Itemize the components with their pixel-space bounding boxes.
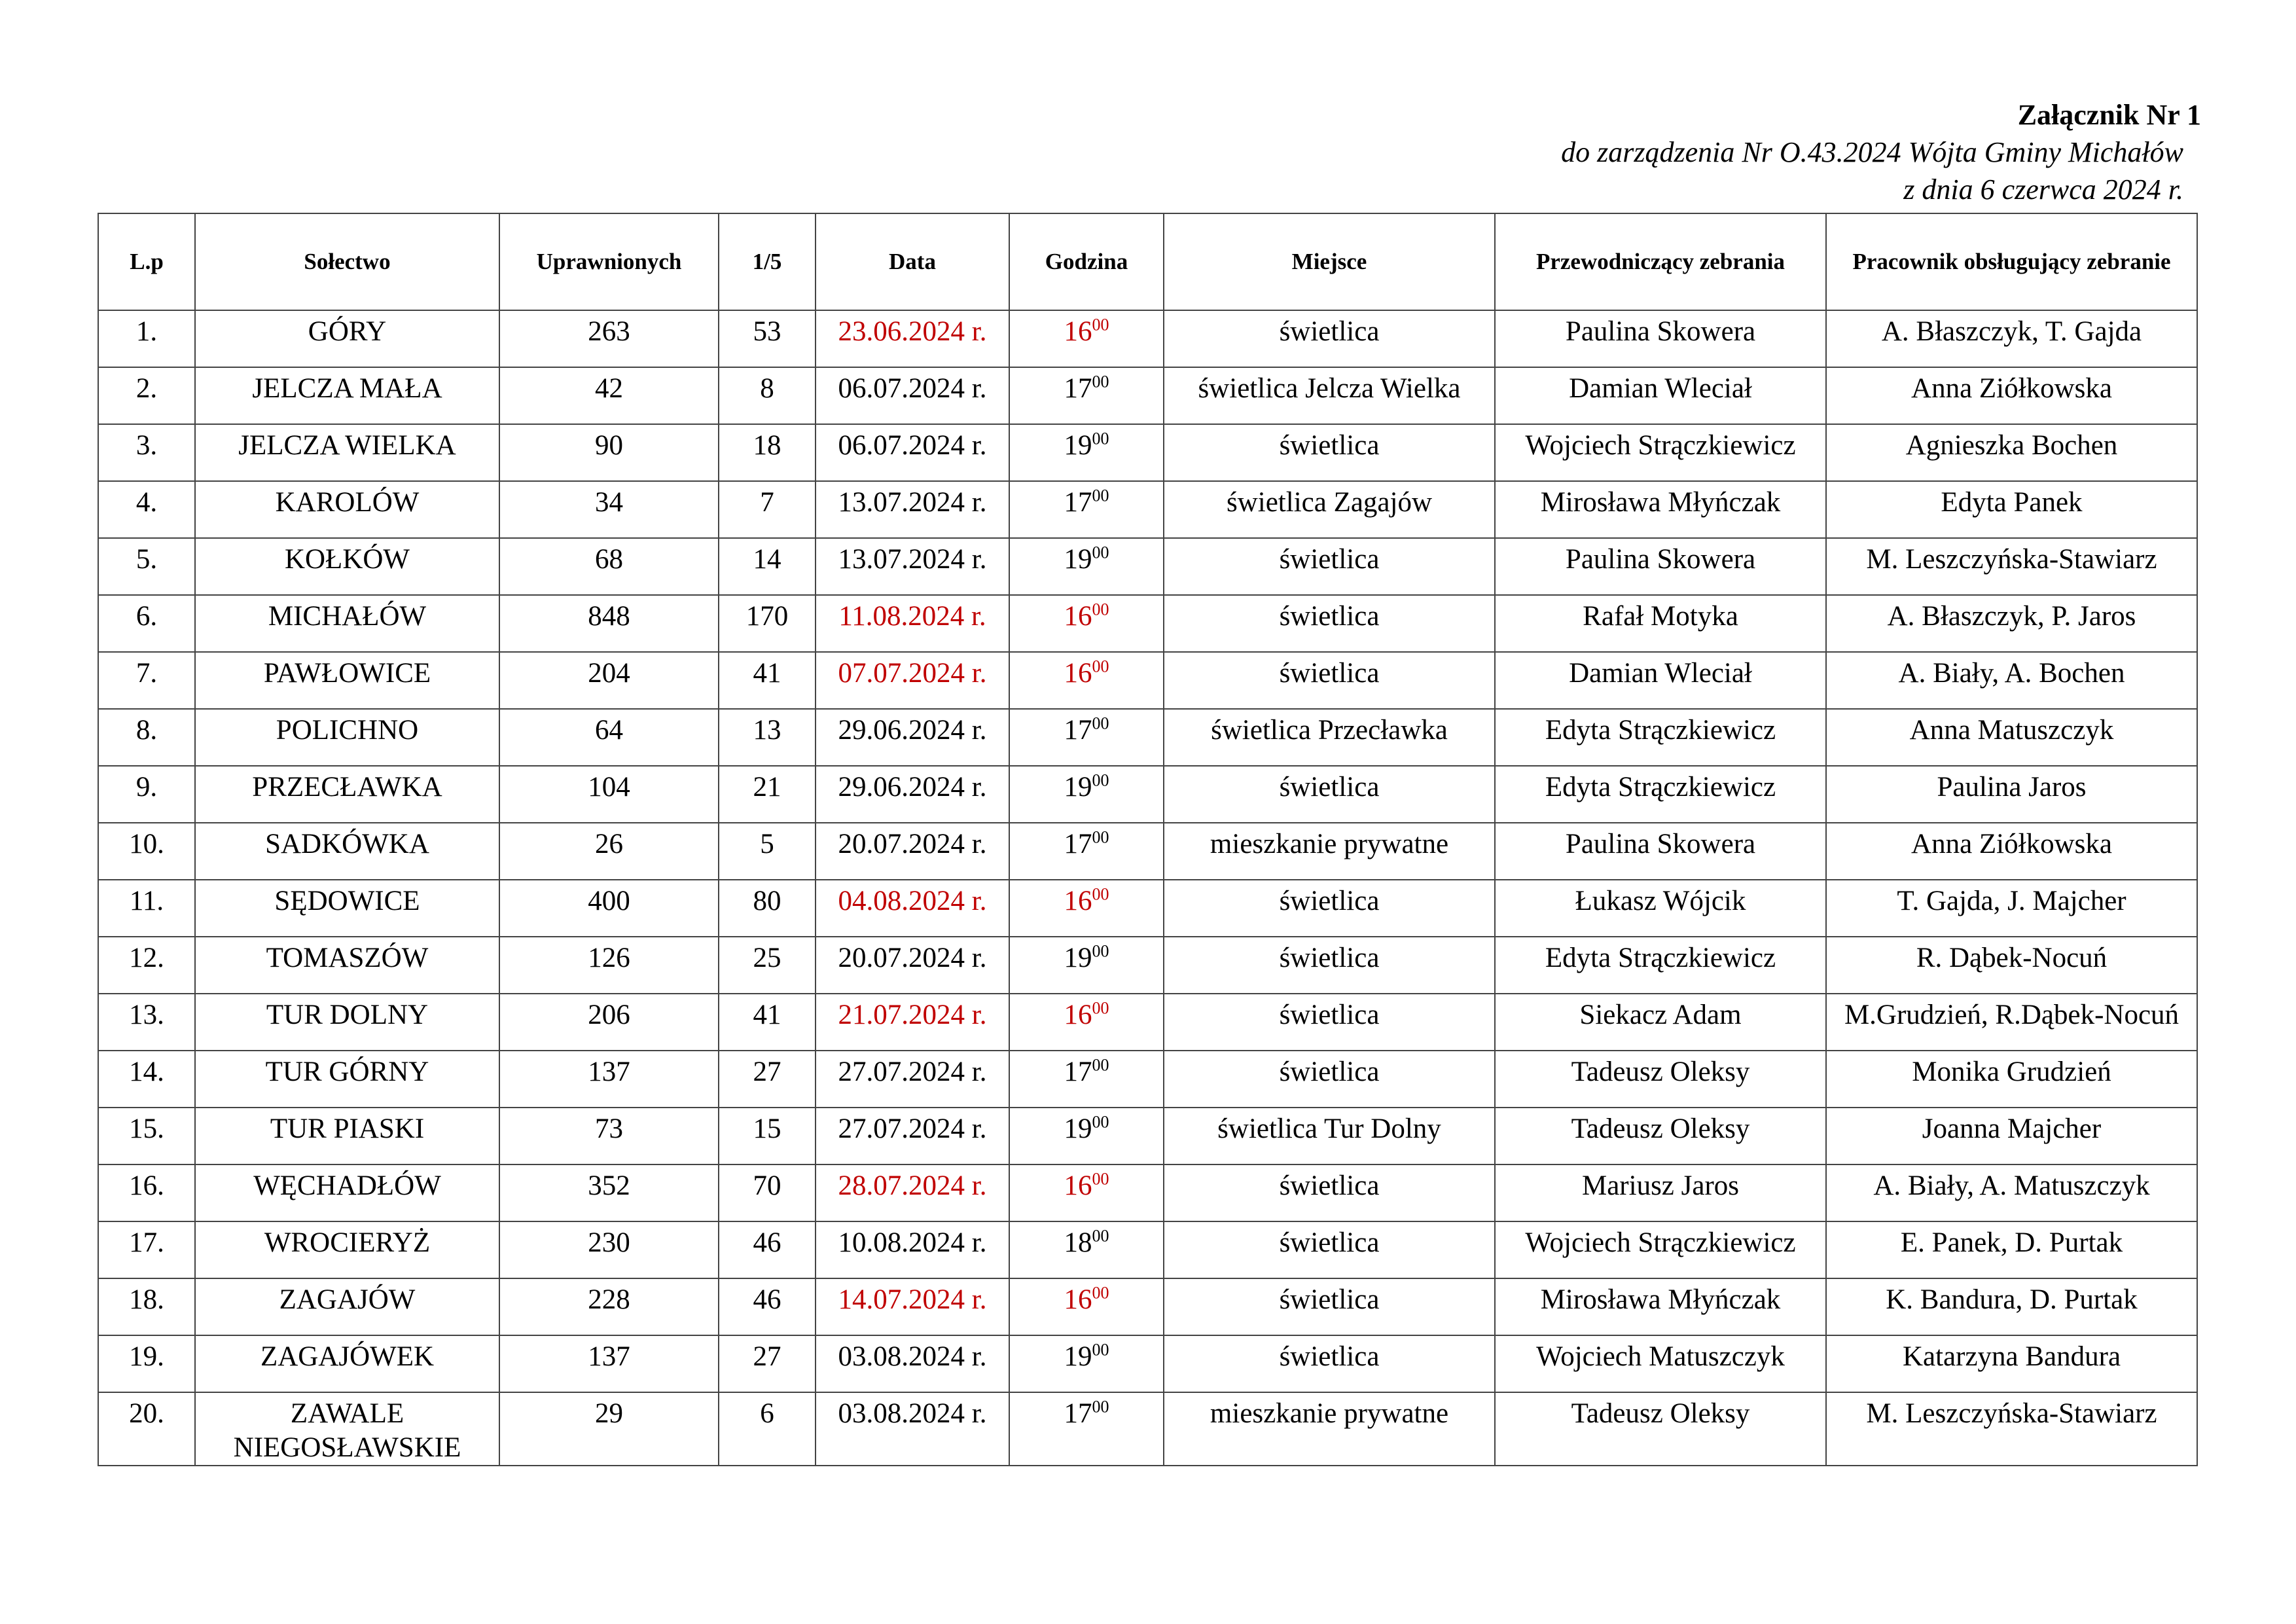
cell-miejsce: świetlica	[1164, 1164, 1495, 1221]
cell-solectwo: JELCZA WIELKA	[195, 424, 499, 481]
column-header-data: Data	[816, 213, 1009, 310]
cell-data: 10.08.2024 r.	[816, 1221, 1009, 1278]
cell-lp: 6.	[98, 595, 195, 652]
time-hour: 16	[1064, 1284, 1092, 1315]
cell-fifth: 25	[719, 937, 816, 994]
time-minutes: 00	[1092, 657, 1109, 676]
cell-przewodniczacy: Mariusz Jaros	[1495, 1164, 1826, 1221]
time-hour: 19	[1064, 772, 1092, 803]
time-minutes: 00	[1092, 941, 1109, 961]
cell-fifth: 41	[719, 994, 816, 1051]
cell-uprawnionych: 352	[499, 1164, 719, 1221]
cell-przewodniczacy: Mirosława Młyńczak	[1495, 481, 1826, 538]
cell-pracownik: Agnieszka Bochen	[1826, 424, 2197, 481]
cell-miejsce: świetlica	[1164, 424, 1495, 481]
cell-miejsce: świetlica Jelcza Wielka	[1164, 367, 1495, 424]
ordinance-reference: do zarządzenia Nr O.43.2024 Wójta Gminy Michałów	[1561, 136, 2183, 168]
time-hour: 16	[1064, 1000, 1092, 1030]
cell-data: 13.07.2024 r.	[816, 481, 1009, 538]
time-hour: 17	[1064, 487, 1092, 518]
cell-miejsce: świetlica	[1164, 1278, 1495, 1335]
cell-data: 14.07.2024 r.	[816, 1278, 1009, 1335]
cell-solectwo: MICHAŁÓW	[195, 595, 499, 652]
cell-godzina	[1009, 1164, 1164, 1221]
cell-solectwo: SADKÓWKA	[195, 823, 499, 880]
cell-przewodniczacy: Tadeusz Oleksy	[1495, 1051, 1826, 1108]
cell-godzina	[1009, 766, 1164, 823]
cell-godzina	[1009, 823, 1164, 880]
cell-data: 06.07.2024 r.	[816, 367, 1009, 424]
time-hour: 19	[1064, 430, 1092, 461]
cell-pracownik: Monika Grudzień	[1826, 1051, 2197, 1108]
cell-pracownik: Anna Ziółkowska	[1826, 367, 2197, 424]
time-minutes: 00	[1092, 315, 1109, 334]
cell-lp: 17.	[98, 1221, 195, 1278]
cell-data: 21.07.2024 r.	[816, 994, 1009, 1051]
cell-godzina	[1009, 1051, 1164, 1108]
cell-solectwo: GÓRY	[195, 310, 499, 367]
cell-lp: 1.	[98, 310, 195, 367]
cell-data: 03.08.2024 r.	[816, 1335, 1009, 1392]
cell-solectwo: KOŁKÓW	[195, 538, 499, 595]
cell-fifth: 80	[719, 880, 816, 937]
cell-przewodniczacy: Paulina Skowera	[1495, 310, 1826, 367]
cell-godzina	[1009, 652, 1164, 709]
cell-uprawnionych: 68	[499, 538, 719, 595]
document-header	[0, 0, 2296, 209]
time-hour: 19	[1064, 1113, 1092, 1144]
cell-uprawnionych: 206	[499, 994, 719, 1051]
time-hour: 19	[1064, 544, 1092, 575]
meetings-table	[98, 213, 2198, 1466]
cell-fifth: 170	[719, 595, 816, 652]
cell-uprawnionych: 29	[499, 1392, 719, 1466]
column-header-uprawnionych: Uprawnionych	[499, 213, 719, 310]
cell-solectwo: POLICHNO	[195, 709, 499, 766]
cell-solectwo: JELCZA MAŁA	[195, 367, 499, 424]
cell-solectwo: TUR DOLNY	[195, 994, 499, 1051]
cell-data: 13.07.2024 r.	[816, 538, 1009, 595]
cell-miejsce: świetlica	[1164, 1221, 1495, 1278]
cell-fifth: 70	[719, 1164, 816, 1221]
time-hour: 17	[1064, 1398, 1092, 1429]
cell-lp: 20.	[98, 1392, 195, 1466]
cell-przewodniczacy: Damian Wleciał	[1495, 652, 1826, 709]
cell-uprawnionych: 137	[499, 1051, 719, 1108]
time-hour: 17	[1064, 373, 1092, 404]
cell-miejsce: świetlica	[1164, 994, 1495, 1051]
cell-miejsce: świetlica Przecławka	[1164, 709, 1495, 766]
cell-godzina	[1009, 994, 1164, 1051]
table-row	[98, 367, 2197, 424]
cell-solectwo: ZAGAJÓWEK	[195, 1335, 499, 1392]
cell-solectwo: WĘCHADŁÓW	[195, 1164, 499, 1221]
time-minutes: 00	[1092, 884, 1109, 904]
time-hour: 18	[1064, 1227, 1092, 1258]
column-header-fifth: 1/5	[719, 213, 816, 310]
cell-solectwo: PAWŁOWICE	[195, 652, 499, 709]
cell-miejsce: świetlica	[1164, 652, 1495, 709]
cell-pracownik: M. Leszczyńska-Stawiarz	[1826, 1392, 2197, 1466]
cell-uprawnionych: 230	[499, 1221, 719, 1278]
cell-miejsce: świetlica	[1164, 538, 1495, 595]
cell-pracownik: Katarzyna Bandura	[1826, 1335, 2197, 1392]
cell-data: 20.07.2024 r.	[816, 823, 1009, 880]
cell-przewodniczacy: Tadeusz Oleksy	[1495, 1392, 1826, 1466]
table-row	[98, 1164, 2197, 1221]
cell-fifth: 8	[719, 367, 816, 424]
table-row	[98, 1221, 2197, 1278]
table-header	[98, 213, 2197, 310]
cell-solectwo: ZAWALE NIEGOSŁAWSKIE	[195, 1392, 499, 1466]
time-hour: 16	[1064, 886, 1092, 916]
cell-fifth: 27	[719, 1335, 816, 1392]
cell-uprawnionych: 104	[499, 766, 719, 823]
cell-przewodniczacy: Wojciech Strączkiewicz	[1495, 1221, 1826, 1278]
time-minutes: 00	[1092, 1283, 1109, 1303]
cell-fifth: 53	[719, 310, 816, 367]
time-minutes: 00	[1092, 827, 1109, 847]
cell-lp: 3.	[98, 424, 195, 481]
table-row	[98, 880, 2197, 937]
cell-data: 07.07.2024 r.	[816, 652, 1009, 709]
cell-solectwo: PRZECŁAWKA	[195, 766, 499, 823]
cell-fifth: 13	[719, 709, 816, 766]
column-header-solectwo: Sołectwo	[195, 213, 499, 310]
table-row	[98, 1051, 2197, 1108]
cell-przewodniczacy: Mirosława Młyńczak	[1495, 1278, 1826, 1335]
cell-przewodniczacy: Tadeusz Oleksy	[1495, 1108, 1826, 1164]
cell-uprawnionych: 137	[499, 1335, 719, 1392]
cell-fifth: 14	[719, 538, 816, 595]
cell-pracownik: M.Grudzień, R.Dąbek-Nocuń	[1826, 994, 2197, 1051]
cell-przewodniczacy: Edyta Strączkiewicz	[1495, 766, 1826, 823]
cell-lp: 8.	[98, 709, 195, 766]
cell-data: 11.08.2024 r.	[816, 595, 1009, 652]
cell-pracownik: A. Biały, A. Bochen	[1826, 652, 2197, 709]
cell-miejsce: świetlica	[1164, 937, 1495, 994]
time-hour: 17	[1064, 715, 1092, 746]
cell-lp: 4.	[98, 481, 195, 538]
time-minutes: 00	[1092, 1397, 1109, 1416]
cell-przewodniczacy: Wojciech Strączkiewicz	[1495, 424, 1826, 481]
cell-godzina	[1009, 1335, 1164, 1392]
cell-miejsce: świetlica	[1164, 1051, 1495, 1108]
cell-uprawnionych: 73	[499, 1108, 719, 1164]
time-hour: 16	[1064, 601, 1092, 632]
time-hour: 16	[1064, 1170, 1092, 1201]
cell-pracownik: T. Gajda, J. Majcher	[1826, 880, 2197, 937]
cell-uprawnionych: 263	[499, 310, 719, 367]
cell-miejsce: świetlica Tur Dolny	[1164, 1108, 1495, 1164]
time-minutes: 00	[1092, 486, 1109, 505]
cell-fifth: 21	[719, 766, 816, 823]
cell-przewodniczacy: Paulina Skowera	[1495, 823, 1826, 880]
time-hour: 19	[1064, 1341, 1092, 1372]
cell-data: 03.08.2024 r.	[816, 1392, 1009, 1466]
cell-przewodniczacy: Siekacz Adam	[1495, 994, 1826, 1051]
header-row	[98, 213, 2197, 310]
table-row	[98, 937, 2197, 994]
cell-fifth: 15	[719, 1108, 816, 1164]
cell-fifth: 7	[719, 481, 816, 538]
table-row	[98, 994, 2197, 1051]
cell-data: 27.07.2024 r.	[816, 1108, 1009, 1164]
cell-data: 04.08.2024 r.	[816, 880, 1009, 937]
cell-lp: 15.	[98, 1108, 195, 1164]
cell-godzina	[1009, 880, 1164, 937]
cell-solectwo: TUR GÓRNY	[195, 1051, 499, 1108]
cell-pracownik: K. Bandura, D. Purtak	[1826, 1278, 2197, 1335]
cell-uprawnionych: 400	[499, 880, 719, 937]
time-minutes: 00	[1092, 1226, 1109, 1246]
cell-data: 29.06.2024 r.	[816, 766, 1009, 823]
cell-solectwo: WROCIERYŻ	[195, 1221, 499, 1278]
cell-lp: 11.	[98, 880, 195, 937]
cell-fifth: 5	[719, 823, 816, 880]
time-hour: 16	[1064, 316, 1092, 347]
cell-lp: 13.	[98, 994, 195, 1051]
cell-godzina	[1009, 481, 1164, 538]
cell-pracownik: Anna Matuszczyk	[1826, 709, 2197, 766]
cell-fifth: 6	[719, 1392, 816, 1466]
table-row	[98, 481, 2197, 538]
cell-godzina	[1009, 538, 1164, 595]
table-row	[98, 595, 2197, 652]
table-row	[98, 823, 2197, 880]
cell-miejsce: mieszkanie prywatne	[1164, 1392, 1495, 1466]
cell-uprawnionych: 64	[499, 709, 719, 766]
table-row	[98, 310, 2197, 367]
cell-pracownik: A. Błaszczyk, T. Gajda	[1826, 310, 2197, 367]
cell-miejsce: świetlica Zagajów	[1164, 481, 1495, 538]
cell-godzina	[1009, 1392, 1164, 1466]
time-hour: 17	[1064, 1056, 1092, 1087]
cell-przewodniczacy: Paulina Skowera	[1495, 538, 1826, 595]
table-row	[98, 709, 2197, 766]
table-row	[98, 538, 2197, 595]
cell-godzina	[1009, 937, 1164, 994]
cell-data: 23.06.2024 r.	[816, 310, 1009, 367]
time-hour: 19	[1064, 943, 1092, 973]
column-header-godzina: Godzina	[1009, 213, 1164, 310]
cell-lp: 7.	[98, 652, 195, 709]
cell-godzina	[1009, 1221, 1164, 1278]
table-row	[98, 1335, 2197, 1392]
cell-solectwo: SĘDOWICE	[195, 880, 499, 937]
table-row	[98, 1392, 2197, 1466]
attachment-title: Załącznik Nr 1	[2017, 99, 2201, 131]
cell-data: 27.07.2024 r.	[816, 1051, 1009, 1108]
cell-data: 29.06.2024 r.	[816, 709, 1009, 766]
cell-solectwo: TOMASZÓW	[195, 937, 499, 994]
cell-lp: 10.	[98, 823, 195, 880]
cell-pracownik: Paulina Jaros	[1826, 766, 2197, 823]
cell-miejsce: świetlica	[1164, 310, 1495, 367]
cell-miejsce: świetlica	[1164, 880, 1495, 937]
table-row	[98, 1278, 2197, 1335]
cell-fifth: 46	[719, 1278, 816, 1335]
cell-godzina	[1009, 709, 1164, 766]
time-minutes: 00	[1092, 543, 1109, 562]
cell-godzina	[1009, 310, 1164, 367]
cell-lp: 19.	[98, 1335, 195, 1392]
cell-miejsce: świetlica	[1164, 766, 1495, 823]
cell-uprawnionych: 90	[499, 424, 719, 481]
cell-solectwo: TUR PIASKI	[195, 1108, 499, 1164]
time-minutes: 00	[1092, 429, 1109, 448]
table-row	[98, 766, 2197, 823]
time-minutes: 00	[1092, 998, 1109, 1018]
cell-pracownik: Anna Ziółkowska	[1826, 823, 2197, 880]
cell-lp: 9.	[98, 766, 195, 823]
time-minutes: 00	[1092, 1112, 1109, 1132]
cell-fifth: 41	[719, 652, 816, 709]
cell-data: 20.07.2024 r.	[816, 937, 1009, 994]
table-row	[98, 1108, 2197, 1164]
cell-solectwo: ZAGAJÓW	[195, 1278, 499, 1335]
table-body	[98, 310, 2197, 1466]
cell-przewodniczacy: Edyta Strączkiewicz	[1495, 709, 1826, 766]
cell-uprawnionych: 42	[499, 367, 719, 424]
cell-data: 06.07.2024 r.	[816, 424, 1009, 481]
time-minutes: 00	[1092, 1055, 1109, 1075]
time-minutes: 00	[1092, 600, 1109, 619]
cell-uprawnionych: 34	[499, 481, 719, 538]
cell-fifth: 27	[719, 1051, 816, 1108]
column-header-miejsce: Miejsce	[1164, 213, 1495, 310]
cell-godzina	[1009, 595, 1164, 652]
cell-pracownik: E. Panek, D. Purtak	[1826, 1221, 2197, 1278]
time-minutes: 00	[1092, 770, 1109, 790]
cell-przewodniczacy: Rafał Motyka	[1495, 595, 1826, 652]
time-minutes: 00	[1092, 372, 1109, 391]
table-row	[98, 424, 2197, 481]
cell-przewodniczacy: Edyta Strączkiewicz	[1495, 937, 1826, 994]
cell-godzina	[1009, 367, 1164, 424]
time-hour: 16	[1064, 658, 1092, 689]
cell-pracownik: A. Biały, A. Matuszczyk	[1826, 1164, 2197, 1221]
time-hour: 17	[1064, 829, 1092, 859]
cell-lp: 18.	[98, 1278, 195, 1335]
ordinance-date: z dnia 6 czerwca 2024 r.	[1903, 173, 2183, 206]
time-minutes: 00	[1092, 1169, 1109, 1189]
cell-lp: 5.	[98, 538, 195, 595]
time-minutes: 00	[1092, 713, 1109, 733]
cell-fifth: 46	[719, 1221, 816, 1278]
cell-miejsce: mieszkanie prywatne	[1164, 823, 1495, 880]
cell-lp: 16.	[98, 1164, 195, 1221]
cell-uprawnionych: 126	[499, 937, 719, 994]
cell-uprawnionych: 26	[499, 823, 719, 880]
cell-przewodniczacy: Wojciech Matuszczyk	[1495, 1335, 1826, 1392]
table-row	[98, 652, 2197, 709]
column-header-lp: L.p	[98, 213, 195, 310]
cell-przewodniczacy: Łukasz Wójcik	[1495, 880, 1826, 937]
cell-pracownik: M. Leszczyńska-Stawiarz	[1826, 538, 2197, 595]
cell-pracownik: R. Dąbek-Nocuń	[1826, 937, 2197, 994]
cell-miejsce: świetlica	[1164, 1335, 1495, 1392]
cell-godzina	[1009, 1278, 1164, 1335]
cell-godzina	[1009, 424, 1164, 481]
cell-pracownik: Edyta Panek	[1826, 481, 2197, 538]
cell-uprawnionych: 848	[499, 595, 719, 652]
cell-pracownik: A. Błaszczyk, P. Jaros	[1826, 595, 2197, 652]
time-minutes: 00	[1092, 1340, 1109, 1360]
cell-data: 28.07.2024 r.	[816, 1164, 1009, 1221]
cell-godzina	[1009, 1108, 1164, 1164]
cell-pracownik: Joanna Majcher	[1826, 1108, 2197, 1164]
cell-lp: 12.	[98, 937, 195, 994]
cell-uprawnionych: 228	[499, 1278, 719, 1335]
cell-lp: 14.	[98, 1051, 195, 1108]
cell-solectwo: KAROLÓW	[195, 481, 499, 538]
cell-uprawnionych: 204	[499, 652, 719, 709]
cell-miejsce: świetlica	[1164, 595, 1495, 652]
column-header-pracownik: Pracownik obsługujący zebranie	[1826, 213, 2197, 310]
column-header-przewodniczacy: Przewodniczący zebrania	[1495, 213, 1826, 310]
cell-przewodniczacy: Damian Wleciał	[1495, 367, 1826, 424]
cell-lp: 2.	[98, 367, 195, 424]
cell-fifth: 18	[719, 424, 816, 481]
